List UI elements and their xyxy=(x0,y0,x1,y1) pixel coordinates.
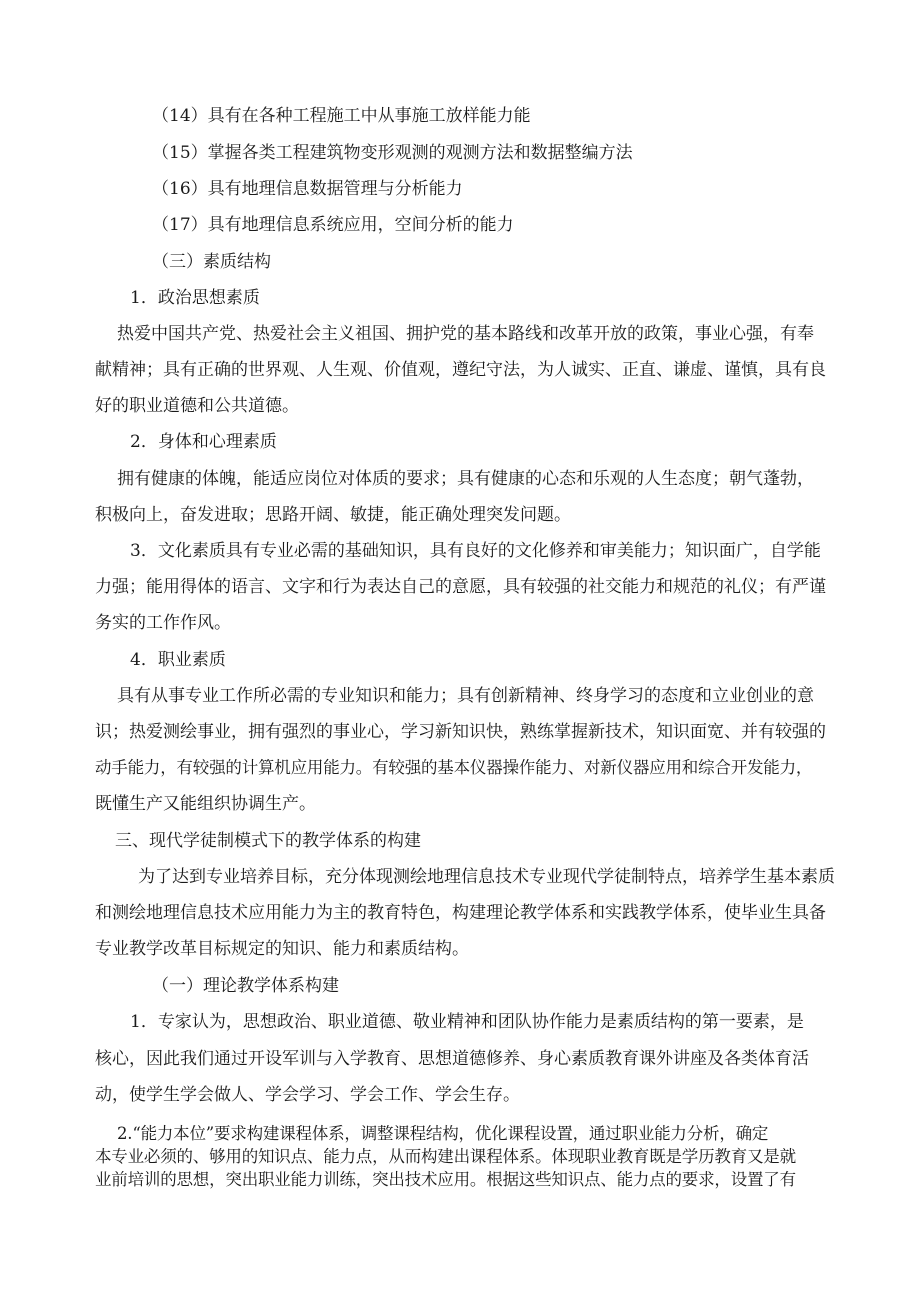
chapter-heading: 三、现代学徒制模式下的教学体系的构建 xyxy=(115,831,421,851)
text-line: （15）掌握各类工程建筑物变形观测的观测方法和数据整编方法 xyxy=(152,143,633,163)
paragraph-line: 本专业必须的、够用的知识点、能力点，从而构建出课程体系。体现职业教育既是学历教育又是就 xyxy=(95,1147,796,1166)
paragraph-line: 业前培训的思想，突出职业能力训练，突出技术应用。根据这些知识点、能力点的要求，设置了有 xyxy=(95,1170,796,1189)
paragraph-line: 力强；能用得体的语言、文字和行为表达自己的意愿，具有较强的社交能力和规范的礼仪；有严谨 xyxy=(95,577,826,597)
paragraph-line: 核心，因此我们通过开设军训与入学教育、思想道德修养、身心素质教育课外讲座及各类体育活 xyxy=(95,1049,809,1069)
paragraph-line: 2.“能力本位”要求构建课程体系，调整课程结构，优化课程设置，通过职业能力分析，确定 xyxy=(117,1124,769,1143)
paragraph-line: 拥有健康的体魄，能适应岗位对体质的要求；具有健康的心态和乐观的人生态度；朝气蓬勃， xyxy=(117,469,814,489)
paragraph-line: 动手能力，有较强的计算机应用能力。有较强的基本仪器操作能力、对新仪器应用和综合开发能力， xyxy=(95,758,813,777)
text-line: （14）具有在各种工程施工中从事施工放样能力能 xyxy=(152,106,531,126)
paragraph-line: 1．专家认为，思想政治、职业道德、敬业精神和团队协作能力是素质结构的第一要素，是 xyxy=(130,1012,804,1032)
paragraph-line: 好的职业道德和公共道德。 xyxy=(95,396,299,416)
paragraph-line: 和测绘地理信息技术应用能力为主的教育特色，构建理论教学体系和实践教学体系，使毕业生具备 xyxy=(95,903,826,923)
subsection-heading: 1．政治思想素质 xyxy=(130,288,260,308)
subsection-heading: 2．身体和心理素质 xyxy=(130,432,277,452)
paragraph-line: 献精神；具有正确的世界观、人生观、价值观，遵纪守法，为人诚实、正直、谦虚、谨慎，具有良 xyxy=(95,360,826,380)
paragraph-line: 具有从事专业工作所必需的专业知识和能力；具有创新精神、终身学习的态度和立业创业的意 xyxy=(117,686,814,706)
text-line: （17）具有地理信息系统应用，空间分析的能力 xyxy=(152,215,514,235)
subsection-heading: 4．职业素质 xyxy=(130,650,226,670)
paragraph-line: 3．文化素质具有专业必需的基础知识，具有良好的文化修养和审美能力；知识面广，自学能 xyxy=(130,541,821,561)
paragraph-line: 积极向上，奋发进取；思路开阔、敏捷，能正确处理突发问题。 xyxy=(95,505,571,525)
paragraph-line: 识；热爱测绘事业，拥有强烈的事业心，学习新知识快，熟练掌握新技术，知识面宽、并有较强的 xyxy=(95,722,826,742)
paragraph-line: 专业教学改革目标规定的知识、能力和素质结构。 xyxy=(95,939,469,959)
paragraph-line: 热爱中国共产党、热爱社会主义祖国、拥护党的基本路线和改革开放的政策，事业心强，有奉 xyxy=(117,324,814,344)
paragraph-line: 为了达到专业培养目标，充分体现测绘地理信息技术专业现代学徒制特点，培养学生基本素质 xyxy=(138,867,835,887)
text-line: （16）具有地理信息数据管理与分析能力 xyxy=(152,179,463,199)
paragraph-line: 务实的工作作风。 xyxy=(95,613,231,633)
section-heading: （一）理论教学体系构建 xyxy=(152,976,339,996)
paragraph-line: 动，使学生学会做人、学会学习、学会工作、学会生存。 xyxy=(95,1085,520,1105)
paragraph-line: 既懂生产又能组织协调生产。 xyxy=(95,794,316,814)
section-heading: （三）素质结构 xyxy=(152,252,271,272)
